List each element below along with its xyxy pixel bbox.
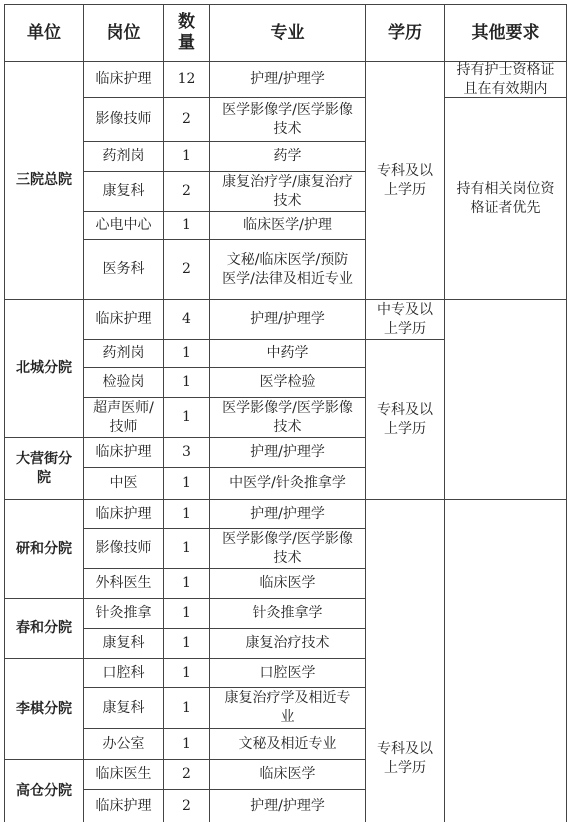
other-cell (445, 500, 567, 822)
header-position: 岗位 (84, 4, 164, 62)
position-cell: 康复科 (84, 688, 164, 729)
count-cell: 2 (164, 172, 210, 212)
unit-cell: 三院总院 (4, 62, 84, 300)
count-cell: 4 (164, 300, 210, 340)
position-cell: 临床医生 (84, 760, 164, 790)
major-cell: 护理/护理学 (210, 790, 366, 822)
position-cell: 影像技师 (84, 98, 164, 142)
unit-cell: 大营街分院 (4, 438, 84, 500)
header-major: 专业 (210, 4, 366, 62)
count-cell: 2 (164, 98, 210, 142)
count-cell: 1 (164, 599, 210, 629)
count-cell: 1 (164, 569, 210, 599)
unit-cell: 高仓分院 (4, 760, 84, 822)
position-cell: 中医 (84, 468, 164, 500)
count-cell: 1 (164, 368, 210, 398)
count-cell: 1 (164, 142, 210, 172)
major-cell: 文秘/临床医学/预防医学/法律及相近专业 (210, 240, 366, 300)
count-cell: 1 (164, 398, 210, 438)
major-cell: 口腔医学 (210, 659, 366, 688)
education-cell: 专科及以上学历 (366, 340, 445, 500)
major-cell: 临床医学 (210, 760, 366, 790)
major-cell: 中药学 (210, 340, 366, 368)
position-cell: 药剂岗 (84, 340, 164, 368)
major-cell: 护理/护理学 (210, 500, 366, 529)
unit-cell: 李棋分院 (4, 659, 84, 760)
education-cell: 中专及以上学历 (366, 300, 445, 340)
other-cell: 持有护士资格证且在有效期内 (445, 62, 567, 98)
position-cell: 针灸推拿 (84, 599, 164, 629)
position-cell: 医务科 (84, 240, 164, 300)
count-cell: 2 (164, 790, 210, 822)
count-cell: 1 (164, 659, 210, 688)
position-cell: 临床护理 (84, 438, 164, 468)
header-other: 其他要求 (445, 4, 567, 62)
major-cell: 中医学/针灸推拿学 (210, 468, 366, 500)
count-cell: 1 (164, 212, 210, 240)
major-cell: 针灸推拿学 (210, 599, 366, 629)
position-cell: 口腔科 (84, 659, 164, 688)
major-cell: 医学影像学/医学影像技术 (210, 398, 366, 438)
major-cell: 文秘及相近专业 (210, 729, 366, 760)
unit-cell: 研和分院 (4, 500, 84, 599)
header-count: 数量 (164, 4, 210, 62)
major-cell: 医学影像学/医学影像技术 (210, 529, 366, 569)
unit-cell: 北城分院 (4, 300, 84, 438)
count-cell: 1 (164, 340, 210, 368)
count-cell: 1 (164, 468, 210, 500)
education-cell: 专科及以上学历 (366, 62, 445, 300)
header-education: 学历 (366, 4, 445, 62)
position-cell: 心电中心 (84, 212, 164, 240)
position-cell: 办公室 (84, 729, 164, 760)
major-cell: 康复治疗技术 (210, 629, 366, 659)
major-cell: 医学检验 (210, 368, 366, 398)
count-cell: 1 (164, 629, 210, 659)
header-unit: 单位 (4, 4, 84, 62)
major-cell: 医学影像学/医学影像技术 (210, 98, 366, 142)
major-cell: 临床医学 (210, 569, 366, 599)
education-text: 专科及以上学历 (377, 741, 433, 776)
count-cell: 1 (164, 500, 210, 529)
count-cell: 2 (164, 240, 210, 300)
major-cell: 护理/护理学 (210, 62, 366, 98)
major-cell: 临床医学/护理 (210, 212, 366, 240)
major-cell: 护理/护理学 (210, 300, 366, 340)
major-cell: 康复治疗学及相近专业 (210, 688, 366, 729)
count-cell: 3 (164, 438, 210, 468)
count-cell: 1 (164, 729, 210, 760)
education-cell (366, 500, 445, 822)
count-cell: 1 (164, 688, 210, 729)
position-cell: 临床护理 (84, 790, 164, 822)
position-cell: 影像技师 (84, 529, 164, 569)
position-cell: 临床护理 (84, 500, 164, 529)
count-cell: 1 (164, 529, 210, 569)
major-cell: 药学 (210, 142, 366, 172)
major-cell: 康复治疗学/康复治疗技术 (210, 172, 366, 212)
position-cell: 临床护理 (84, 62, 164, 98)
position-cell: 超声医师/技师 (84, 398, 164, 438)
position-cell: 检验岗 (84, 368, 164, 398)
unit-cell: 春和分院 (4, 599, 84, 659)
count-cell: 12 (164, 62, 210, 98)
position-cell: 外科医生 (84, 569, 164, 599)
other-cell: 持有相关岗位资格证者优先 (445, 98, 567, 300)
position-cell: 药剂岗 (84, 142, 164, 172)
other-cell (445, 300, 567, 500)
position-cell: 康复科 (84, 172, 164, 212)
count-cell: 2 (164, 760, 210, 790)
position-cell: 临床护理 (84, 300, 164, 340)
major-cell: 护理/护理学 (210, 438, 366, 468)
position-cell: 康复科 (84, 629, 164, 659)
